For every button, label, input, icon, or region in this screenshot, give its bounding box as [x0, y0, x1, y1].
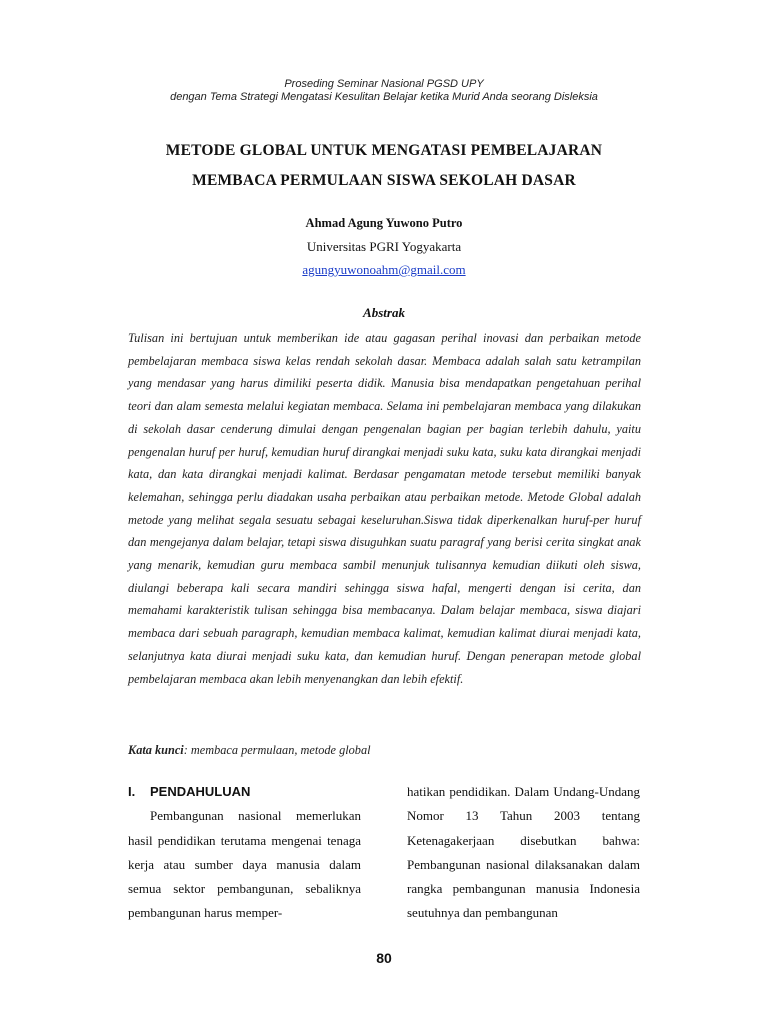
section-heading	[128, 780, 361, 804]
keywords-label: Kata kunci	[128, 743, 184, 757]
title-line-2: MEMBACA PERMULAAN SISWA SEKOLAH DASAR	[192, 172, 576, 189]
paper-title	[0, 136, 768, 196]
author-name: Ahmad Agung Yuwono Putro	[305, 216, 463, 230]
section-title: PENDAHULUAN	[150, 784, 251, 799]
abstract-body	[128, 327, 641, 690]
header-line-1: Proseding Seminar Nasional PGSD UPY	[284, 78, 484, 90]
author-email-link[interactable]: agungyuwonoahm@gmail.com	[302, 262, 466, 277]
abstract-heading: Abstrak	[363, 305, 405, 320]
keywords-text: : membaca permulaan, metode global	[183, 743, 371, 757]
left-column	[128, 780, 361, 926]
author-affiliation: Universitas PGRI Yogyakarta	[306, 239, 462, 254]
proceedings-header	[0, 78, 768, 104]
intro-paragraph-left: Pembangunan nasional memerlukan hasil pendidikan terutama mengenai tenaga kerja atau sumber daya manusia dalam semua sektor pembangunan, sebaliknya pembangunan harus memper-	[128, 808, 361, 921]
page-number: 80	[376, 950, 392, 966]
author-block	[0, 212, 768, 281]
title-line-1: METODE GLOBAL UNTUK MENGATASI PEMBELAJARAN	[165, 142, 603, 159]
section-number: I.	[128, 784, 136, 799]
intro-paragraph-right: hatikan pendidikan. Dalam Undang-Undang Nomor 13 Tahun 2003 tentang Ketenagakerjaan disebutkan bahwa: Pembangunan nasional dilaksanakan dalam rangka pembangunan manusia Indonesia seutuhnya dan pembangunan	[407, 784, 640, 921]
right-column	[407, 780, 640, 926]
abstract-text: Tulisan ini bertujuan untuk memberikan ide atau gagasan perihal inovasi dan perbaikan metode pembelajaran membaca siswa kelas rendah sekolah dasar. Membaca adalah salah satu ketrampilan yang mendasar yang harus dimiliki peserta didik. Manusia bisa mendapatkan pengetahuan perihal teori dan alam semesta melalui kegiatan membaca. Selama ini pembelajaran membaca yang dilakukan di sekolah dasar cenderung dimulai dengan pengenalan bagian per bagian terlebih dahulu, yaitu pengenalan huruf per huruf, kemudian huruf dirangkai menjadi suku kata, suku kata dirangkai menjadi kata, dan kata dirangkai menjadi kalimat. Berdasar pengamatan metode tersebut memiliki banyak kelemahan, sehingga perlu diadakan usaha perbaikan atau perbaikan metode. Metode Global adalah metode yang melihat segala sesuatu sebagai keseluruhan.Siswa tidak diperkenalkan huruf-per huruf dan mengejanya dalam belajar, tetapi siswa disuguhkan suatu paragraf yang berisi cerita singkat anak yang menarik, kemudian guru membaca sambil menunjuk tulisannya kemudian diikuti oleh siswa, diulangi beberapa kali secara mandiri sehingga siswa hafal, mengerti dengan isi cerita, dan memahami karakteristik tulisan sehingga bisa membacanya. Dalam belajar membaca, siswa diajari membaca dari sebuah paragraph, kemudian membaca kalimat, kemudian kalimat diurai menjadi kata, selanjutnya kata diurai menjadi suku kata, dan kemudian huruf. Dengan penerapan metode global pembelajaran membaca akan lebih menyenangkan dan lebih efektif.	[128, 331, 641, 686]
header-line-2: dengan Tema Strategi Mengatasi Kesulitan Belajar ketika Murid Anda seorang Disleksia	[170, 91, 598, 103]
keywords	[128, 740, 641, 760]
